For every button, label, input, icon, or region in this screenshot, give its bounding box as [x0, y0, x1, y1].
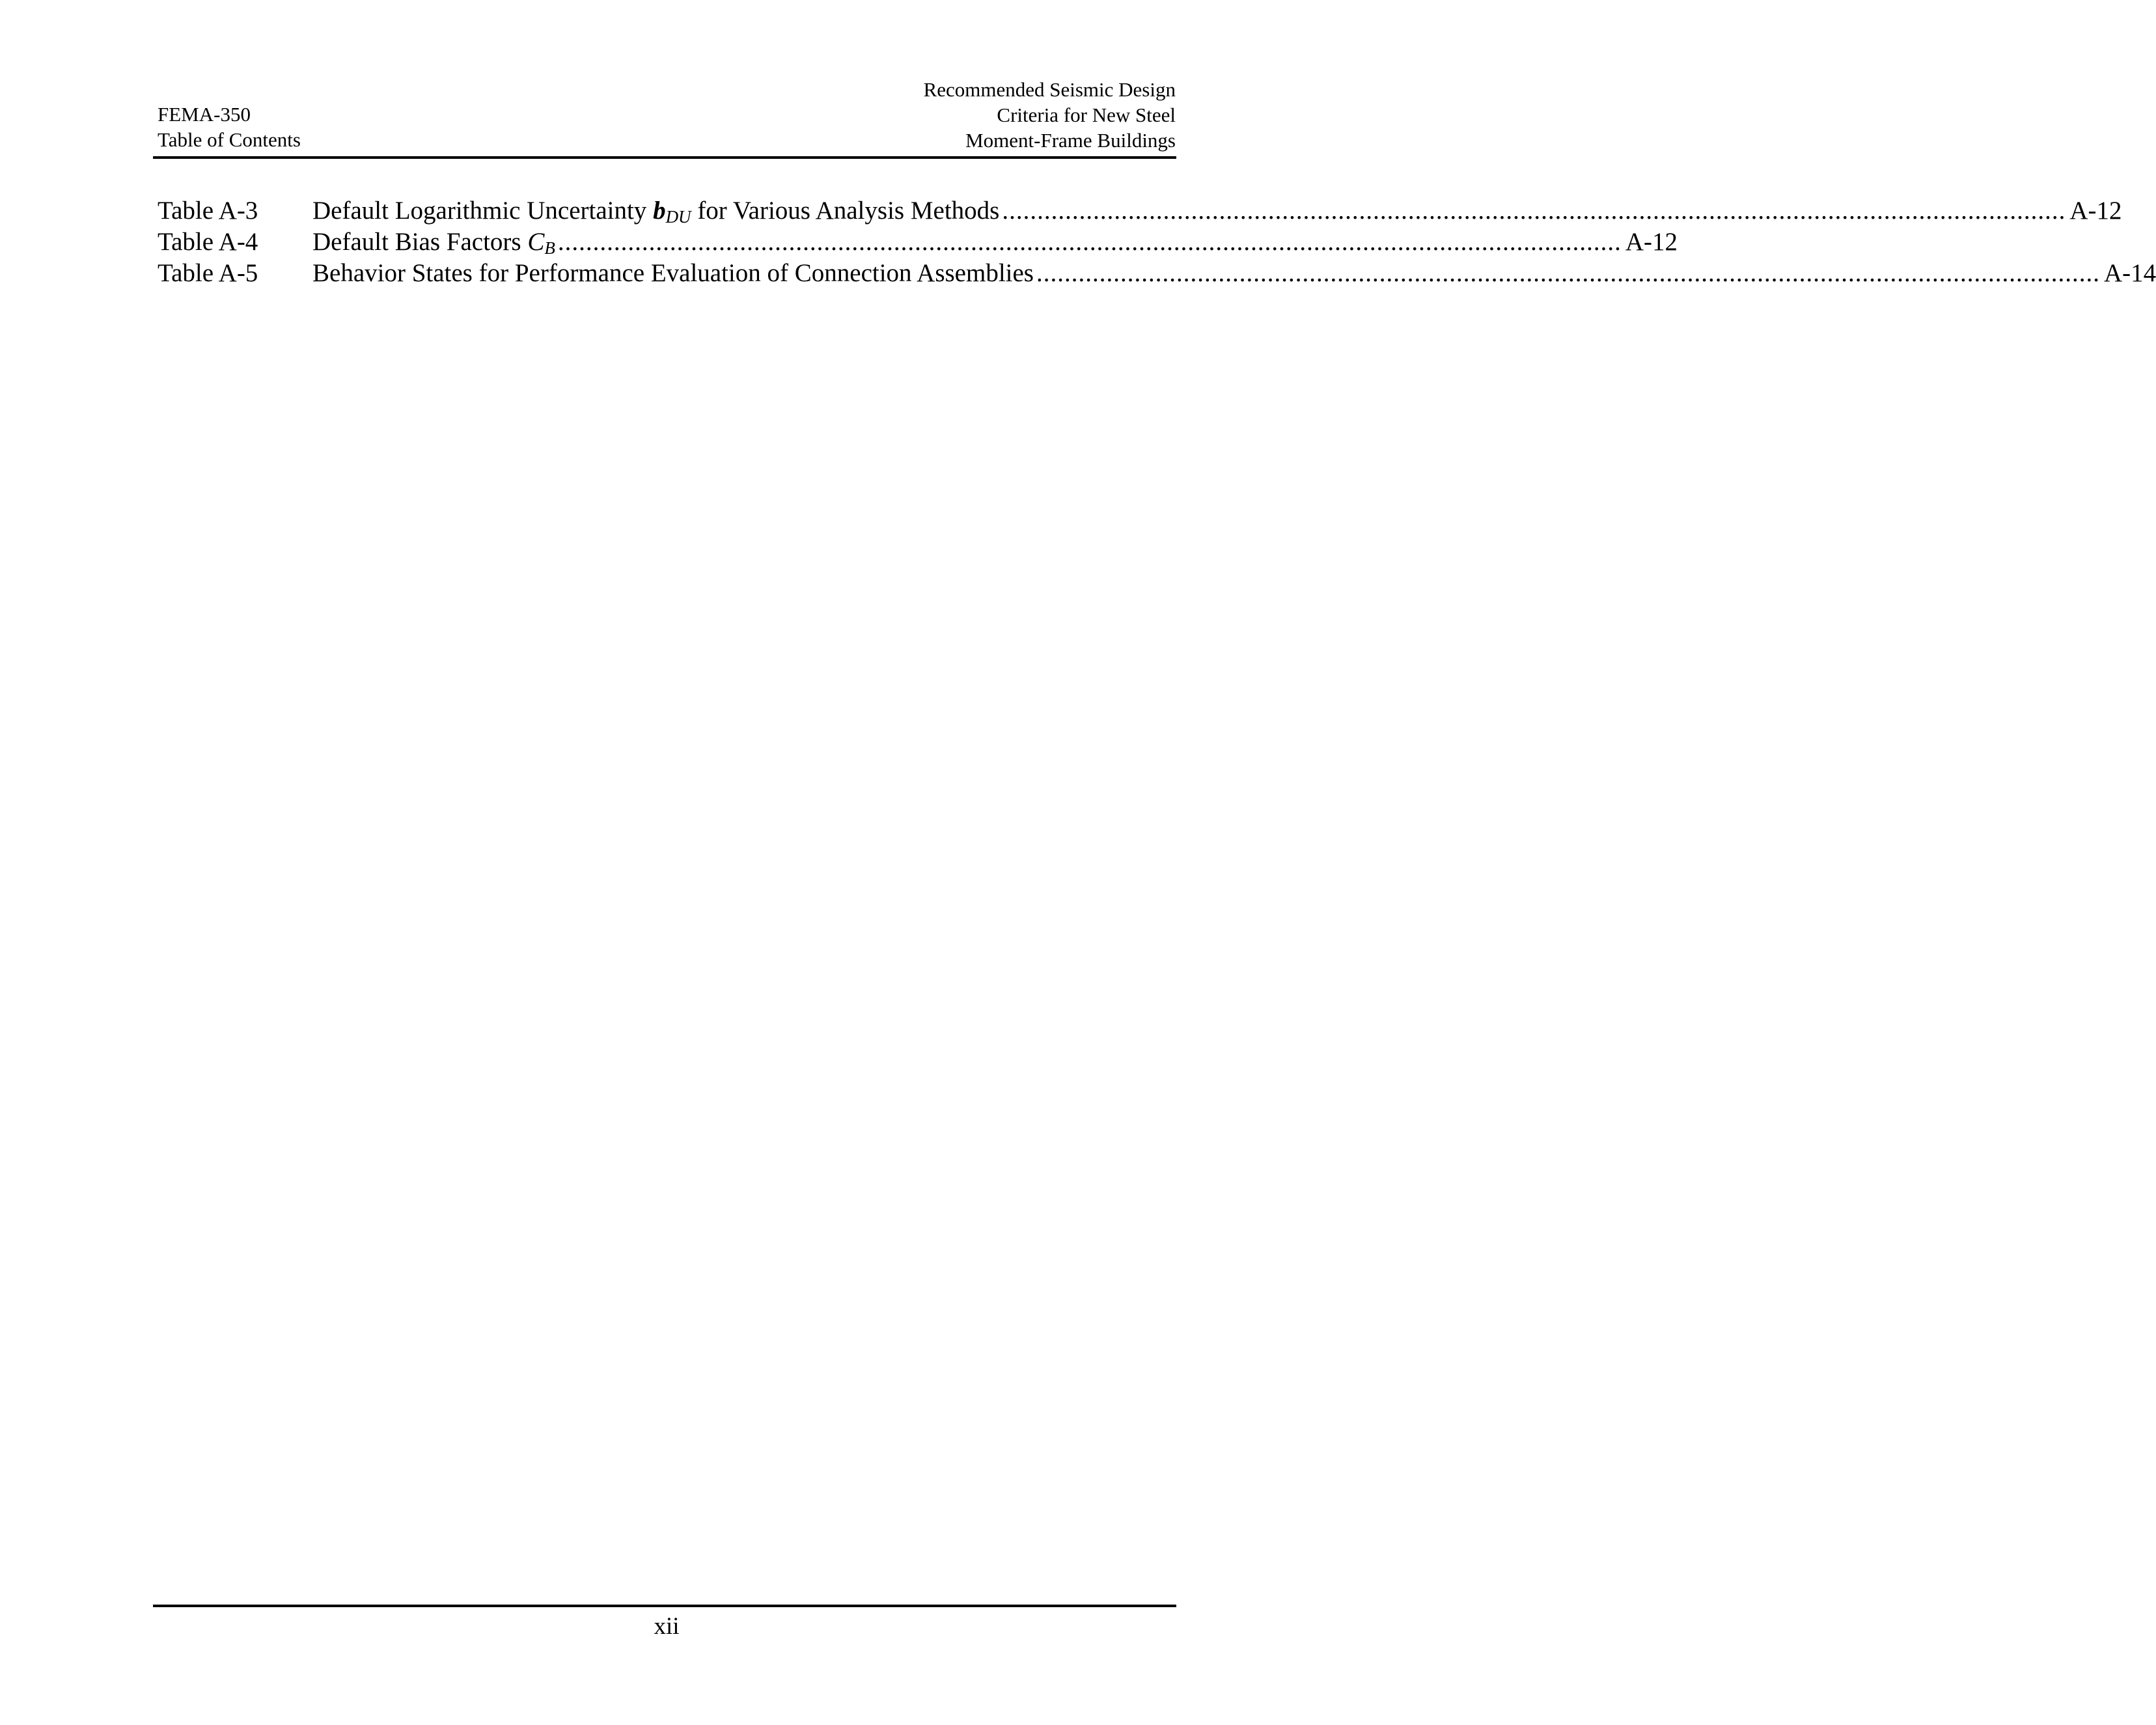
toc-page-number: A-14 — [2103, 259, 2156, 287]
toc-entry-label: Table A-4 — [158, 228, 258, 256]
footer-rule — [153, 1605, 1176, 1607]
header-section-name: Table of Contents — [158, 128, 301, 151]
toc-entry-table-a-5[interactable] — [158, 258, 2156, 289]
dot-leader: ........................................................................................................................................................ — [557, 228, 1622, 256]
toc-page-number: A-12 — [1625, 228, 1678, 256]
toc-entry-title — [312, 227, 555, 258]
toc-entry-table-a-4[interactable] — [158, 227, 1678, 258]
header-title-line-2: Criteria for New Steel — [997, 104, 1176, 126]
header-rule — [153, 156, 1176, 159]
toc-entry-table-a-3[interactable] — [158, 195, 2122, 227]
toc-entry-label: Table A-5 — [158, 259, 258, 287]
toc-entry-label: Table A-3 — [158, 197, 258, 225]
header-title-line-1: Recommended Seismic Design — [923, 78, 1176, 101]
bias-factor-symbol: C — [527, 228, 545, 256]
toc-entry-title — [312, 195, 999, 227]
running-header-right — [924, 77, 1176, 153]
toc-title-text: Behavior States for Performance Evaluation of Connection Assemblies — [312, 259, 1034, 287]
dot-leader: ........................................................................................................................................................ — [1002, 197, 2066, 225]
running-header-left — [158, 102, 301, 152]
beta-symbol: b — [653, 197, 666, 225]
symbol-subscript: B — [544, 238, 555, 258]
page-number: xii — [654, 1613, 680, 1640]
toc-page-number: A-12 — [2069, 197, 2122, 225]
header-document-id: FEMA-350 — [158, 103, 251, 126]
toc-entry-title — [312, 258, 1034, 289]
toc-title-text-continued: for Various Analysis Methods — [691, 197, 1000, 225]
symbol-subscript: DU — [665, 207, 691, 227]
header-title-line-3: Moment-Frame Buildings — [965, 129, 1176, 152]
toc-title-text: Default Bias Factors — [312, 228, 528, 256]
dot-leader: ........................................................................................................................................................ — [1036, 259, 2100, 287]
table-of-contents-list — [158, 195, 2156, 289]
toc-title-text: Default Logarithmic Uncertainty — [312, 197, 654, 225]
